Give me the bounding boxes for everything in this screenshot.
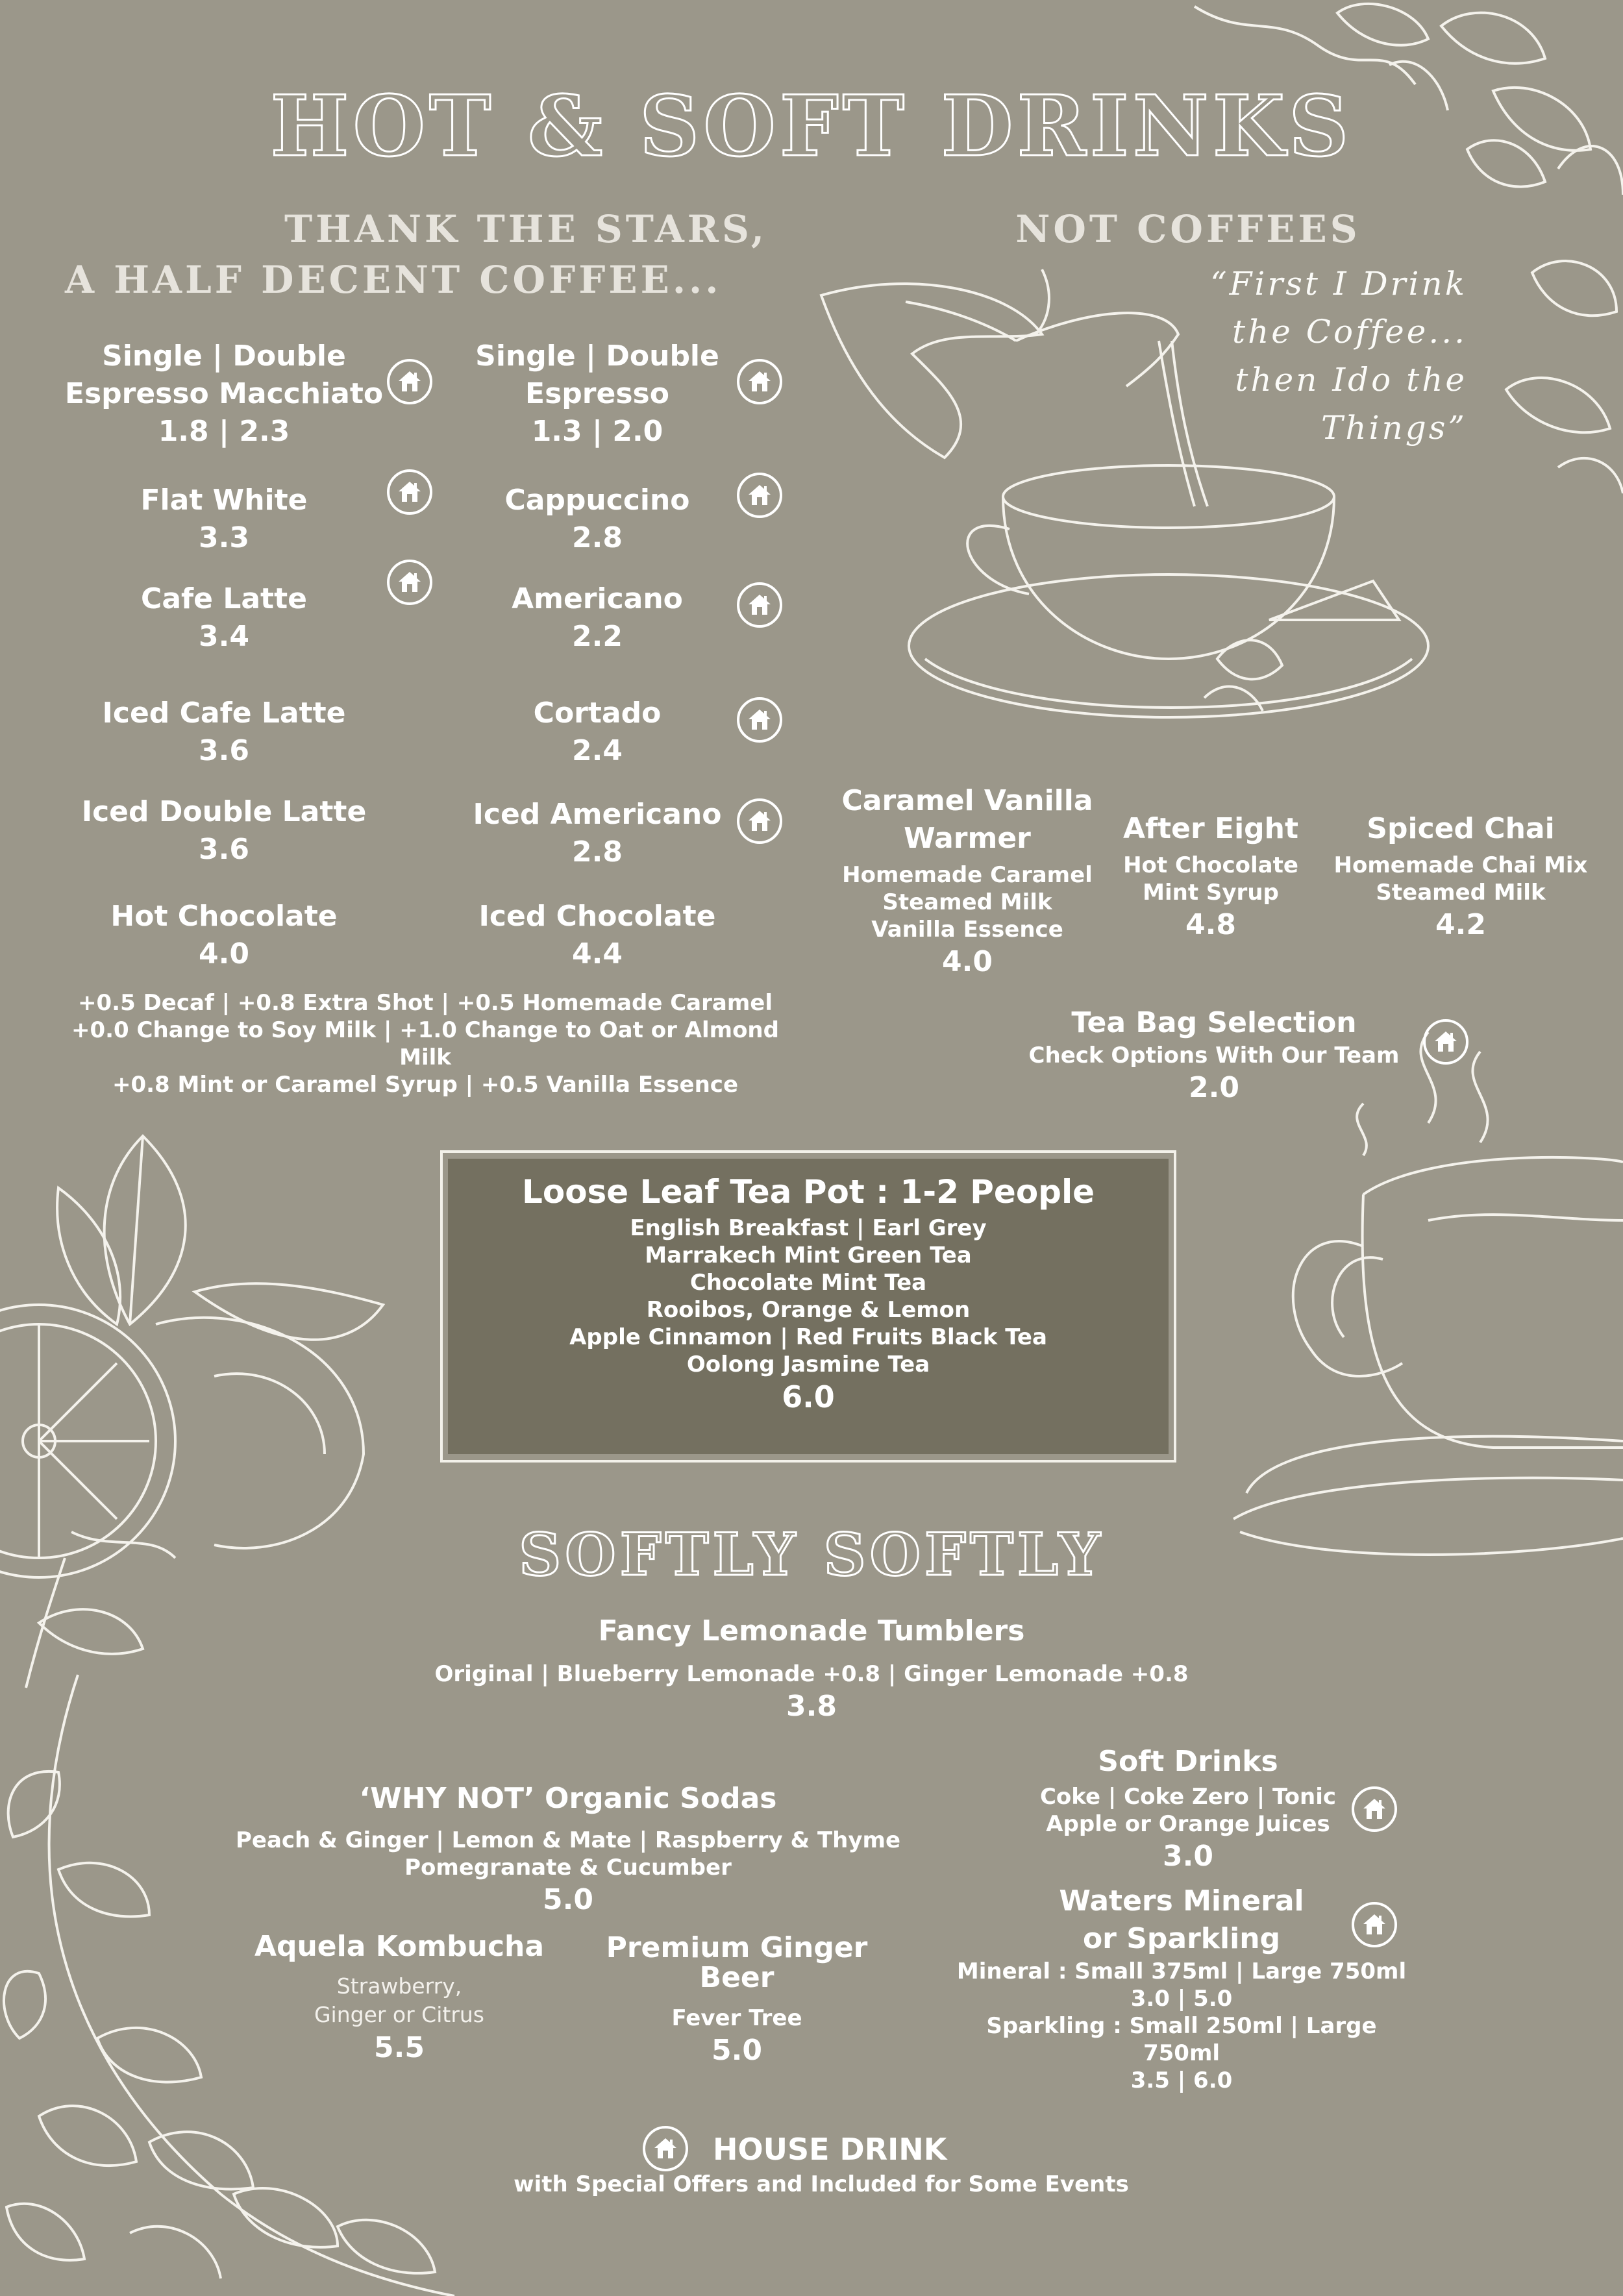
menu-item-flat-white [52, 482, 396, 557]
item-price: 1.8 | 2.3 [158, 415, 290, 448]
loose-leaf-tea-list [448, 1215, 1169, 1378]
not-coffees-heading: NOT COFFEES [1015, 207, 1361, 251]
house-drink-icon [737, 359, 782, 404]
menu-item-espresso-macchiato [52, 338, 396, 451]
menu-item-spiced-chai [1318, 810, 1604, 944]
tea-option: Chocolate Mint Tea [689, 1270, 927, 1296]
item-price: 4.4 [572, 937, 623, 970]
item-price: 4.0 [199, 937, 249, 970]
item-name: Iced Americano [473, 798, 722, 831]
menu-title: HOT & SOFT DRINKS [270, 78, 1353, 175]
lemon-illustration [0, 1129, 390, 1701]
item-price: 3.4 [199, 620, 249, 653]
item-price: 5.5 [374, 2031, 425, 2064]
item-name: Soft Drinks [1098, 1745, 1278, 1778]
menu-item-iced-double-latte [52, 793, 396, 869]
item-price: 2.4 [572, 734, 623, 767]
item-name: Cortado [533, 697, 662, 730]
house-drink-icon [737, 582, 782, 628]
item-name: Fancy Lemonade Tumblers [598, 1614, 1025, 1648]
menu-item-hot-chocolate [52, 898, 396, 973]
tea-option: Marrakech Mint Green Tea [645, 1242, 972, 1268]
menu-item-iced-chocolate [428, 898, 766, 973]
quote-line-4: Things” [1321, 409, 1467, 447]
item-price: 3.8 [786, 1690, 837, 1723]
house-drink-icon [387, 469, 432, 515]
item-name: Premium Ginger [606, 1931, 868, 1964]
item-name: Single | Double Espresso Macchiato [64, 339, 384, 410]
coffee-extras [52, 989, 799, 1098]
extras-line-3: +0.8 Mint or Caramel Syrup | +0.5 Vanilla Essence [112, 1072, 739, 1098]
item-price: 4.0 [942, 945, 993, 978]
item-name: Hot Chocolate [110, 900, 338, 933]
tea-option: English Breakfast | Earl Grey [630, 1215, 987, 1241]
quote-line-3: then Ido the [1235, 361, 1467, 399]
item-name: Iced Cafe Latte [102, 697, 346, 730]
item-name: Iced Double Latte [81, 795, 367, 828]
item-price: 4.2 [1435, 908, 1486, 941]
quote-line-2: the Coffee... [1232, 313, 1467, 351]
item-name: Flat White [140, 484, 308, 517]
menu-item-caramel-vanilla-warmer [818, 782, 1117, 981]
item-name: After Eight [1122, 812, 1299, 845]
item-price: 3.6 [199, 833, 249, 866]
tea-option: Rooibos, Orange & Lemon [646, 1297, 971, 1323]
item-name: Cappuccino [504, 484, 690, 517]
menu-item-waters [948, 1882, 1415, 2094]
item-price: 5.0 [543, 1883, 593, 1916]
loose-leaf-title: Loose Leaf Tea Pot : 1-2 People [521, 1173, 1095, 1211]
house-drink-icon [387, 560, 432, 605]
tea-option: Oolong Jasmine Tea [686, 1352, 930, 1377]
item-name: Americano [512, 582, 683, 615]
item-description: Strawberry, [336, 1973, 462, 1999]
item-price: 3.3 [199, 521, 249, 554]
house-drink-icon [387, 359, 432, 404]
house-drink-icon [737, 473, 782, 518]
item-price: 1.3 | 2.0 [531, 415, 663, 448]
item-name: Cafe Latte [141, 582, 307, 615]
menu-item-cafe-latte [52, 580, 396, 656]
item-name: Iced Chocolate [478, 900, 716, 933]
extras-line-1: +0.5 Decaf | +0.8 Extra Shot | +0.5 Homemade Caramel [78, 990, 773, 1016]
item-price: 2.0 [1189, 1071, 1239, 1104]
coffee-quote [1104, 260, 1467, 452]
quote-line-1: “First I Drink [1210, 265, 1467, 302]
item-description: Peach & Ginger | Lemon & Mate | Raspberry & Thyme [235, 1827, 901, 1853]
item-name: Tea Bag Selection [1071, 1006, 1357, 1039]
item-price: 2.2 [572, 620, 623, 653]
item-name: Aquela Kombucha [254, 1930, 545, 1963]
coffee-heading-line1: THANK THE STARS, [284, 207, 768, 251]
menu-item-americano [428, 580, 766, 656]
item-name: ‘WHY NOT’ Organic Sodas [359, 1782, 777, 1815]
menu-item-organic-sodas [234, 1780, 902, 1919]
item-description: Mineral : Small 375ml | Large 750ml [956, 1958, 1407, 1984]
loose-leaf-tea-box [448, 1159, 1169, 1454]
item-price: 3.6 [199, 734, 249, 767]
loose-leaf-price: 6.0 [782, 1379, 835, 1414]
house-drink-icon [1352, 1786, 1397, 1832]
item-name: Caramel Vanilla Warmer [841, 784, 1093, 855]
item-name: Single | Double Espresso [475, 339, 719, 410]
item-description: Homemade Chai Mix Steamed Milk [1333, 852, 1588, 906]
item-description: Ginger or Citrus [314, 2002, 485, 2027]
item-price: 5.0 [712, 2034, 762, 2067]
tea-option: Apple Cinnamon | Red Fruits Black Tea [569, 1324, 1047, 1350]
item-description: Apple or Orange Juices [1046, 1811, 1330, 1837]
house-drink-icon [737, 798, 782, 844]
menu-item-ginger-beer [571, 1933, 902, 2069]
menu-item-cortado [428, 695, 766, 770]
item-name: Spiced Chai [1367, 812, 1555, 845]
menu-item-after-eight [1104, 810, 1318, 944]
item-description: Homemade Caramel Steamed Milk Vanilla Essence [842, 862, 1093, 943]
item-price: 3.0 [1163, 1840, 1213, 1873]
house-drink-label: HOUSE DRINK [713, 2132, 947, 2167]
menu-item-kombucha [227, 1928, 571, 2067]
extras-line-2: +0.0 Change to Soy Milk | +1.0 Change to Oat or Almond Milk [71, 1017, 779, 1070]
menu-item-iced-cafe-latte [52, 695, 396, 770]
menu-item-soft-drinks [1013, 1743, 1363, 1875]
item-price: 2.8 [572, 521, 623, 554]
house-drink-icon [643, 2126, 688, 2171]
house-drink-icon [1423, 1019, 1468, 1065]
softly-heading: SOFTLY SOFTLY [519, 1520, 1104, 1589]
house-drink-note: with Special Offers and Included for Some Events [514, 2171, 1129, 2197]
item-price: 4.8 [1185, 908, 1236, 941]
item-description: Coke | Coke Zero | Tonic [1039, 1784, 1337, 1810]
coffee-heading-line2: A HALF DECENT COFFEE... [65, 258, 722, 302]
item-name: Waters Mineral [1059, 1884, 1304, 1918]
menu-item-lemonade [390, 1612, 1233, 1725]
menu-item-iced-americano [428, 796, 766, 871]
menu-item-tea-bag-selection [1013, 1004, 1415, 1107]
menu-item-espresso [428, 338, 766, 451]
item-description: Hot Chocolate Mint Syrup [1123, 852, 1298, 906]
house-drink-icon [737, 697, 782, 743]
item-price: 3.5 | 6.0 [1130, 2068, 1233, 2093]
item-description: Sparkling : Small 250ml | Large 750ml [986, 2013, 1377, 2066]
menu-item-cappuccino [428, 482, 766, 557]
item-description: Original | Blueberry Lemonade +0.8 | Ginger Lemonade +0.8 [434, 1661, 1189, 1687]
item-description: Fever Tree [671, 2005, 802, 2031]
house-drink-icon [1352, 1902, 1397, 1947]
item-description: Check Options With Our Team [1028, 1043, 1400, 1068]
item-description: Pomegranate & Cucumber [404, 1855, 732, 1881]
item-name: or Sparkling [1082, 1922, 1281, 1955]
item-price: 2.8 [572, 835, 623, 869]
item-name: Beer [699, 1961, 774, 1994]
item-price: 3.0 | 5.0 [1130, 1986, 1233, 2012]
